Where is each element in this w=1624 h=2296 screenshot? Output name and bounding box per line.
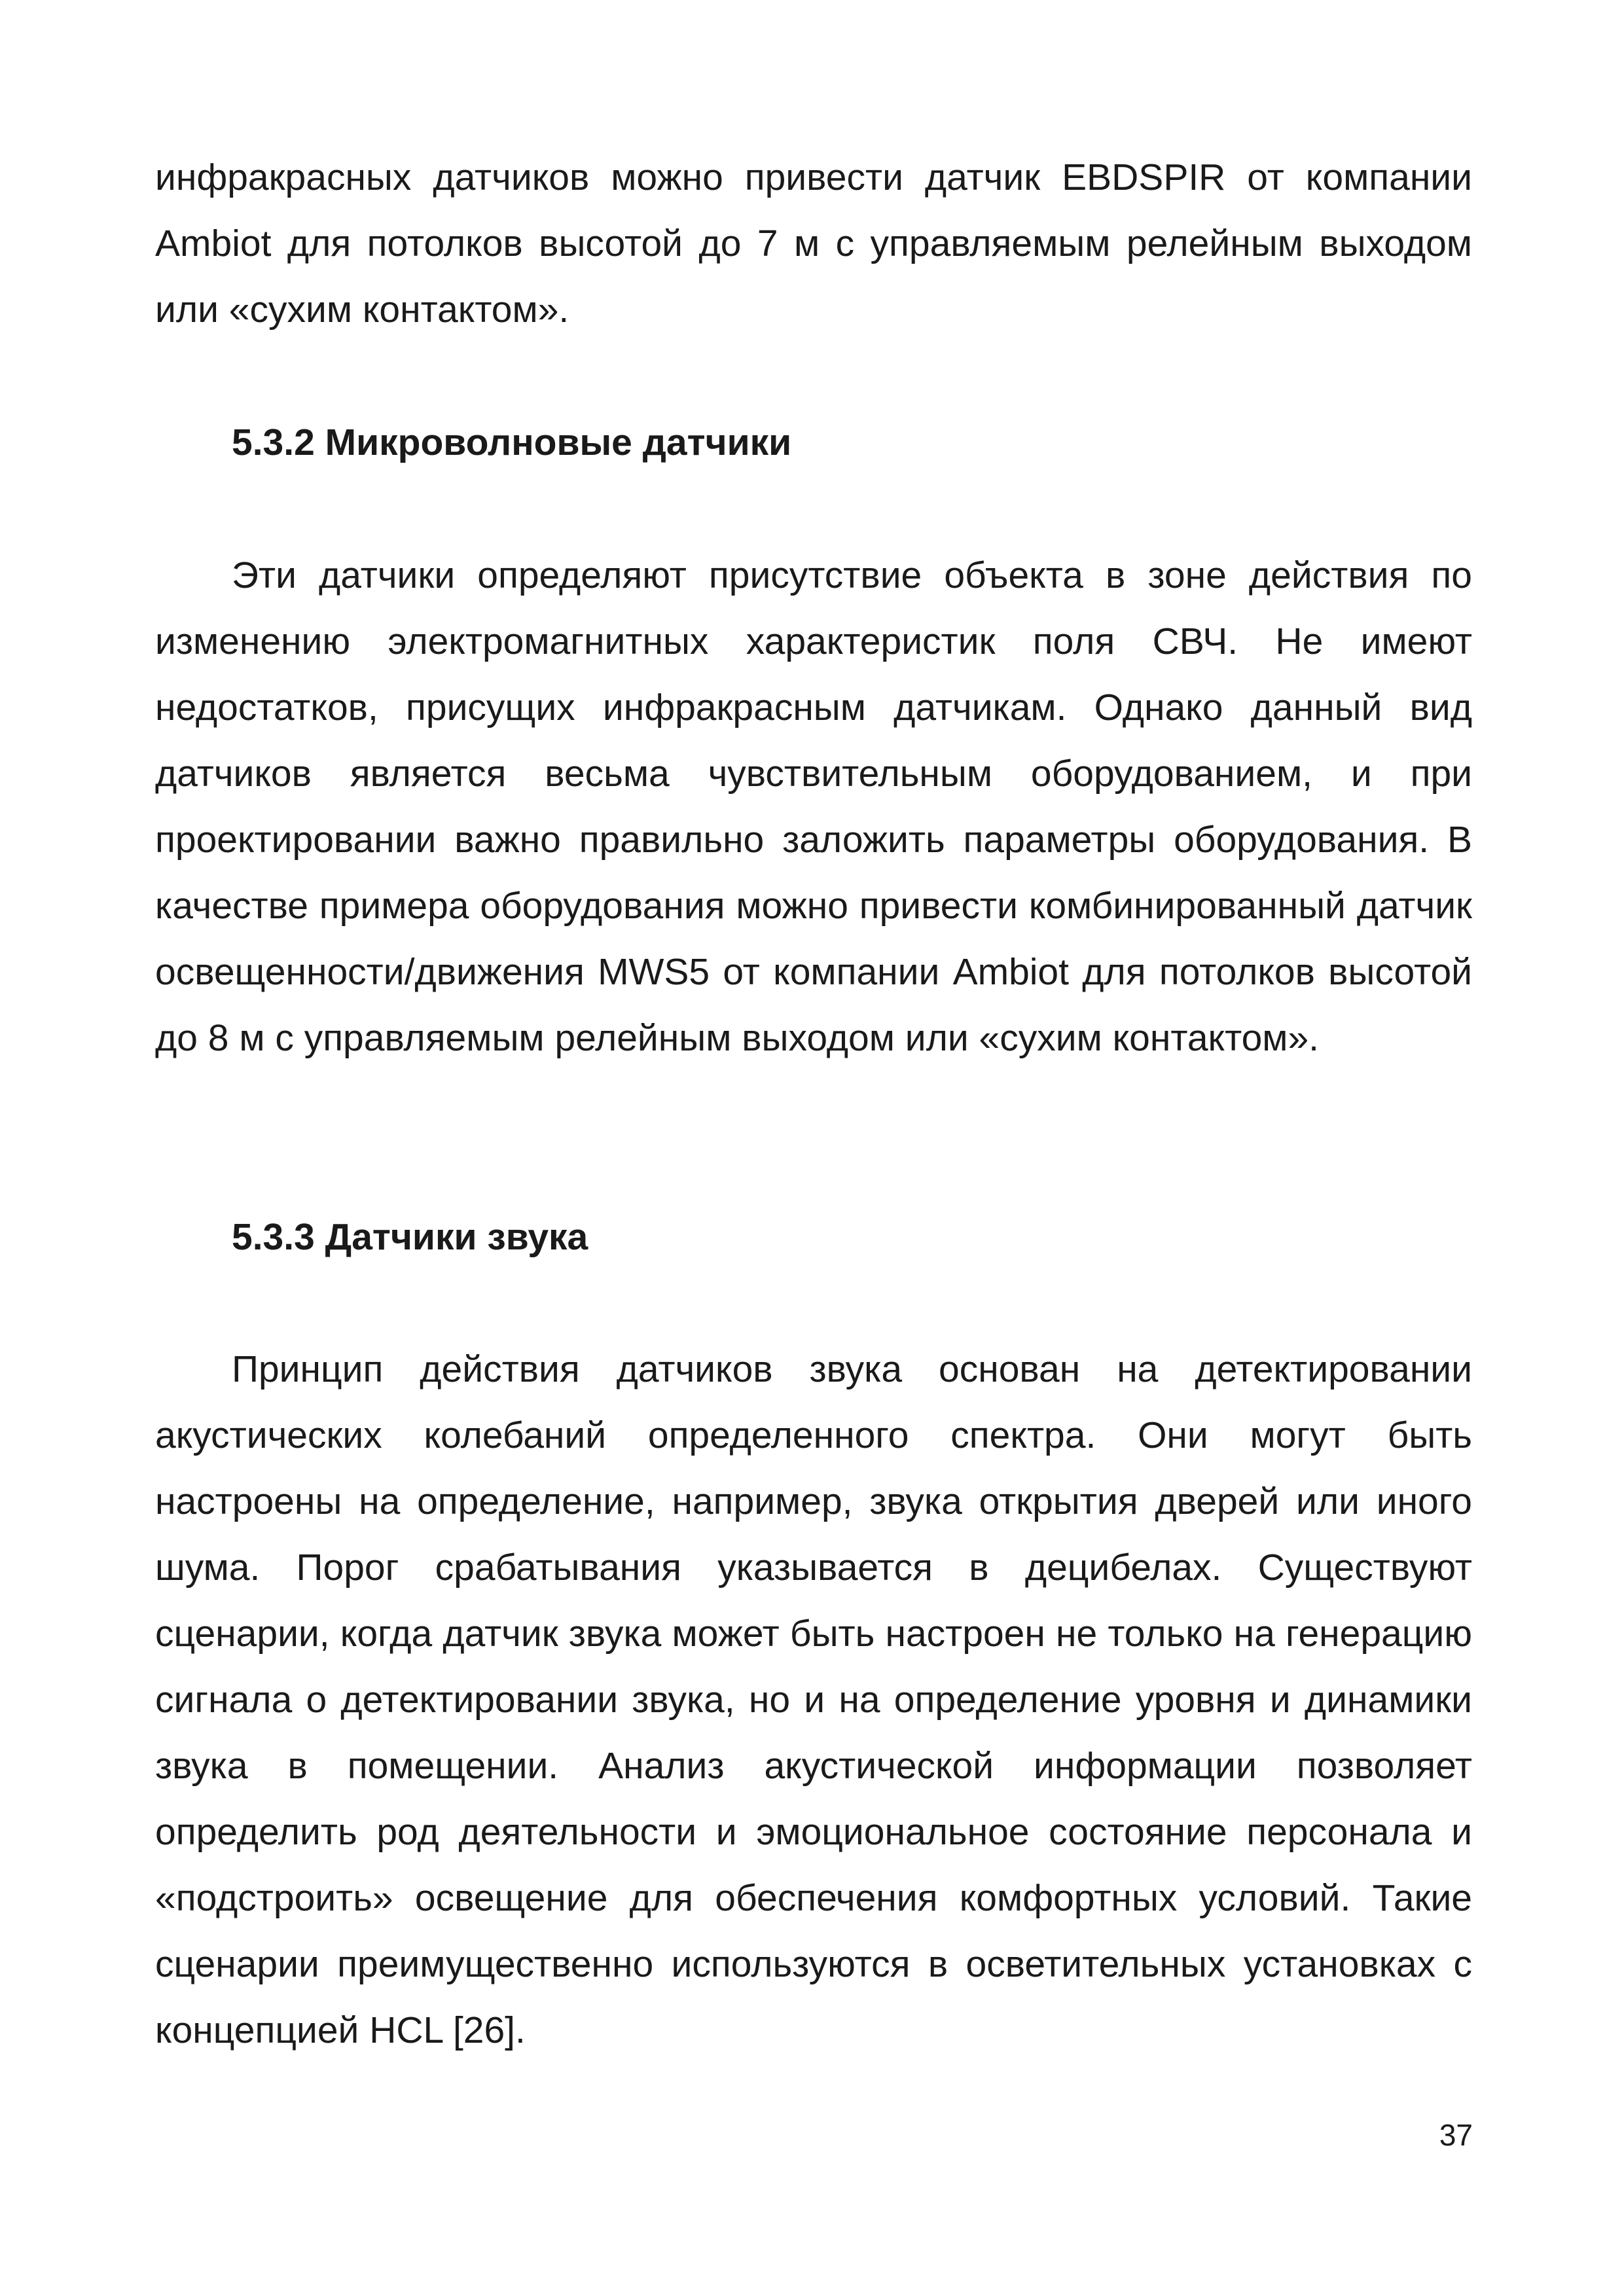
page-number: 37 (1439, 2118, 1473, 2152)
continuation-paragraph: инфракрасных датчиков можно привести датчик EBDSPIR от компании Ambiot для потолков высотой до 7 м с управляемым релейным выходом или «сухим контактом». (155, 156, 1472, 331)
section-heading-sound-sensors: 5.3.3 Датчики звука (232, 1216, 588, 1258)
continuation-text-block (155, 145, 1472, 343)
microwave-sensors-text-block (155, 543, 1472, 1071)
section-heading-microwave-sensors: 5.3.2 Микроволновые датчики (232, 422, 792, 463)
sound-sensors-paragraph: Принцип действия датчиков звука основан на детектировании акустических колебаний определенного спектра. Они могут быть настроены на определение, например, звука открытия дверей или иного шума. Порог срабатывания указывается в децибелах. Существуют сценарии, когда датчик звука может быть настроен не только на генерацию сигнала о детектировании звука, но и на определение уровня и динамики звука в помещении. Анализ акустической информации позволяет определить род деятельности и эмоциональное состояние персонала и «подстроить» освещение для обеспечения комфортных условий. Такие сценарии преимущественно используются в осветительных установках с концепцией HCL [26]. (155, 1348, 1472, 2051)
microwave-sensors-paragraph: Эти датчики определяют присутствие объекта в зоне действия по изменению электромагнитных характеристик поля СВЧ. Не имеют недостатков, присущих инфракрасным датчикам. Однако данный вид датчиков является весьма чувствительным оборудованием, и при проектировании важно правильно заложить параметры оборудования. В качестве примера оборудования можно привести комбинированный датчик освещенности/движения MWS5 от компании Ambiot для потолков высотой до 8 м с управляемым релейным выходом или «сухим контактом». (155, 554, 1472, 1059)
sound-sensors-text-block (155, 1336, 1472, 2064)
